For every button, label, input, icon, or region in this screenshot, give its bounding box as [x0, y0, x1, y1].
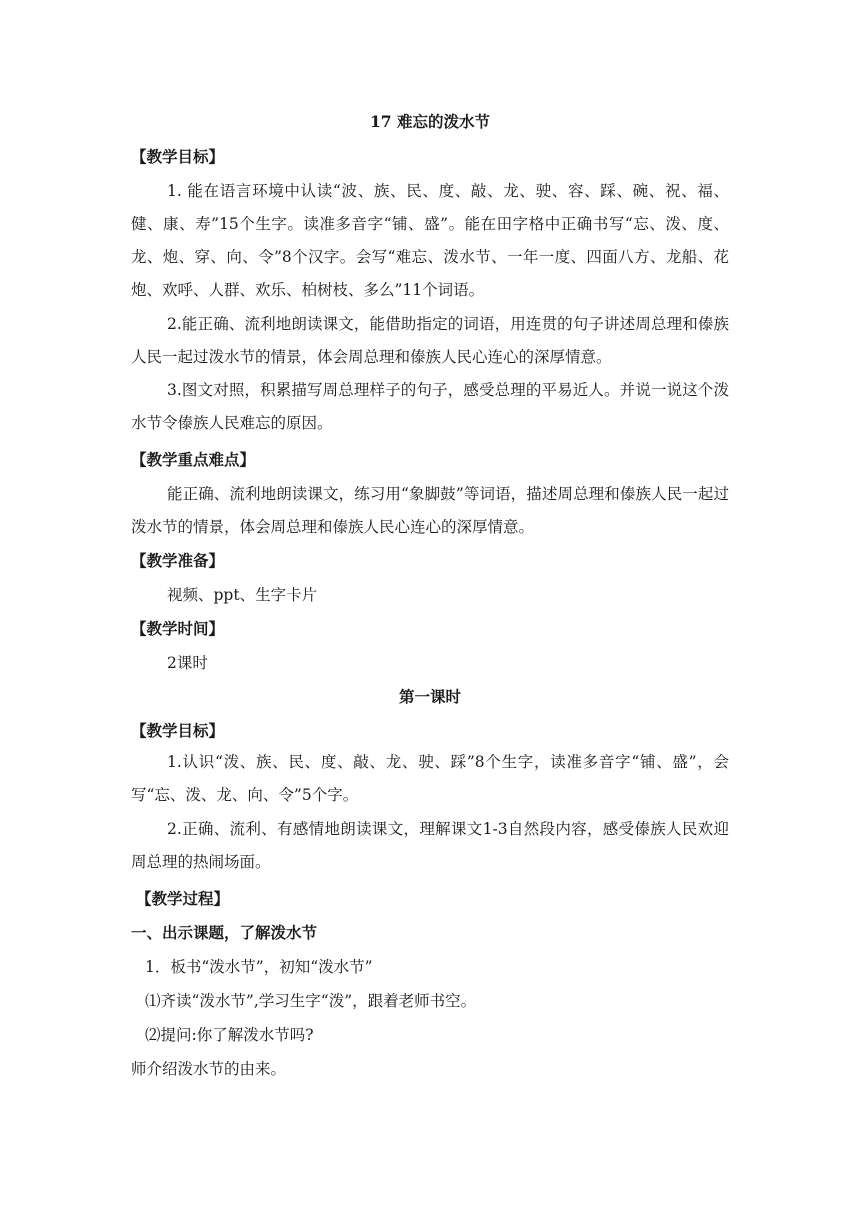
document-title: 17 难忘的泼水节 — [370, 112, 490, 131]
step-1: 1．板书“泼水节”，初知“泼水节” — [145, 958, 373, 976]
teaching-time-text: 2课时 — [167, 654, 208, 672]
heading-key-points: 【教学重点难点】 — [131, 450, 256, 469]
heading-lesson-goals: 【教学目标】 — [131, 721, 225, 740]
step-1a: ⑴齐读“泼水节”,学习生字“泼”，跟着老师书空。 — [145, 992, 477, 1010]
goal-paragraph-1: 1. 能在语言环境中认读“波、族、民、度、敲、龙、驶、容、踩、碗、祝、福、健、康、寿”15个生字。读准多音字“铺、盛”。能在田字格中正确书写“忘、泼、度、龙、炮、穿、向、令”8个汉字。会写“难忘、泼水节、一年一度、四面八方、龙船、花炮、欢呼、人群、欢乐、柏树枝、多么”11个词语。 — [131, 182, 729, 299]
heading-teaching-goals: 【教学目标】 — [131, 147, 225, 166]
lesson-goal-2: 2.正确、流利、有感情地朗读课文，理解课文1-3自然段内容，感受傣族人民欢迎周总理的热闹场面。 — [131, 820, 729, 871]
goal-paragraph-2: 2.能正确、流利地朗读课文，能借助指定的词语，用连贯的句子讲述周总理和傣族人民一起过泼水节的情景，体会周总理和傣族人民心连心的深厚情意。 — [131, 315, 729, 366]
preparation-text: 视频、ppt、生字卡片 — [167, 586, 318, 604]
lesson-goal-1: 1.认识“泼、族、民、度、敲、龙、驶、踩”8个生字，读准多音字“铺、盛”，会写“忘、泼、龙、向、令”5个字。 — [131, 753, 729, 804]
section-title: 第一课时 — [398, 687, 461, 706]
heading-teaching-time: 【教学时间】 — [131, 619, 225, 638]
key-points-paragraph: 能正确、流利地朗读课文，练习用“象脚鼓”等词语，描述周总理和傣族人民一起过泼水节的情景，体会周总理和傣族人民心连心的深厚情意。 — [131, 485, 729, 536]
step-1b: ⑵提问:你了解泼水节吗? — [145, 1026, 314, 1044]
step-title: 一、出示课题，了解泼水节 — [131, 923, 318, 942]
heading-teaching-process: 【教学过程】 — [136, 889, 230, 908]
step-1c: 师介绍泼水节的由来。 — [131, 1060, 287, 1078]
goal-paragraph-3: 3.图文对照，积累描写周总理样子的句子，感受总理的平易近人。并说一说这个泼水节令傣族人民难忘的原因。 — [131, 381, 729, 432]
heading-preparation: 【教学准备】 — [131, 551, 225, 570]
